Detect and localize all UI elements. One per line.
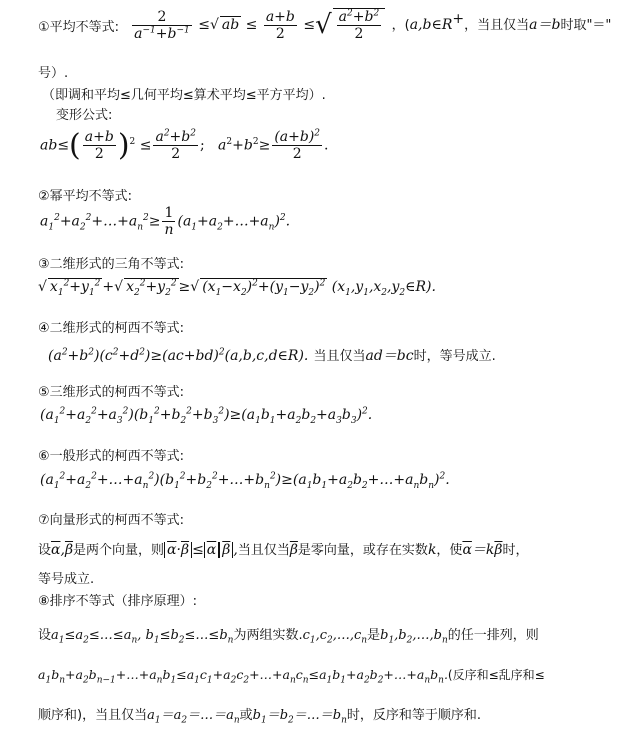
item-7-cont: 等号成立. xyxy=(38,572,95,587)
item-1-note: （即调和平均≤几何平均≤算术平均≤平方平均）. xyxy=(42,88,326,103)
item-4-formula-line: $(a^2+b^2)(c^2+d^2)\ge(ac+bd)^2(a,b,c,d\in R)$. 当且仅当ad＝bc时，等号成立. xyxy=(48,347,496,364)
triangle-inequality-formula: √ $x_1^2+y_1^2$ +√ $x_2^2+y_2^2$ ≥√ $(x_1-x_2)^2+(y_1-y_2)^2$ $(x_1,y_1,x_2,y_2\in R)$. xyxy=(38,278,436,298)
item-1-label: ①平均不等式: xyxy=(38,20,120,35)
item-1-line: ①平均不等式: $\frac{2}{a^{-1}+b^{-1}}$ ≤√ ab ≤ $\frac{a+b}{2}$ ≤√ $\frac{a^2+b^2}{2}$ ，(a,b∈R+，当且仅当a＝b时取"＝" xyxy=(38,8,612,42)
vector-cauchy-formula: $\overline{\alpha}\cdot\overline{\beta} \le \overline{\alpha}$ $\overline{\beta}$ , xyxy=(164,542,238,558)
item-3-label: ③二维形式的三角不等式: xyxy=(38,257,185,272)
mean-inequality-formula: $\frac{2}{a^{-1}+b^{-1}}$ ≤√ ab ≤ $\frac{a+b}{2}$ ≤√ $\frac{a^2+b^2}{2}$ xyxy=(130,17,389,33)
cauchy-2d-formula: $(a^2+b^2)(c^2+d^2)\ge(ac+bd)^2(a,b,c,d\in R)$. xyxy=(48,347,309,364)
cauchy-3d-formula: $(a_1^2+a_2^2+a_3^2)(b_1^2+b_2^2+b_3^2)\ge(a_1b_1+a_2b_2+a_3b_3)^2$. xyxy=(40,406,373,426)
cauchy-general-formula: $(a_1^2+a_2^2+\dots+a_n^2)(b_1^2+b_2^2+\dots+b_n^2)\ge(a_1b_1+a_2b_2+\dots+a_nb_n)^2$. xyxy=(40,471,450,491)
item-4-label: ④二维形式的柯西不等式: xyxy=(38,321,185,336)
item-8-label: ⑧排序不等式（排序原理）: xyxy=(38,594,198,609)
item-5-label: ⑤三维形式的柯西不等式: xyxy=(38,385,185,400)
power-mean-formula: $a_1^2+a_2^2+\dots+a_n^2\ge$ $\frac{1}{n}$ $(a_1+a_2+\dots+a_n)^2$. xyxy=(40,205,291,238)
item-1-cont: 号）. xyxy=(38,66,69,81)
item-1-deform-label: 变形公式: xyxy=(56,108,113,123)
item-7-line: 设$\overline{\alpha},\overline{\beta}$是两个向量，则 $\overline{\alpha}\cdot\overline{\beta} \le \overline{\alpha}$ $\overline{\beta}$ ,当且仅当$\overline{\beta}$是零向量，或存在实数k，使$\overline{\alpha}=k\overline{\beta}$时， xyxy=(38,542,529,558)
deform-formula: ab≤( $\frac{a+b}{2}$ )$^2$ ≤ $\frac{a^2+b^2}{2}$ ; $a^2+b^2\ge$ $\frac{(a+b)^2}{2}$ . xyxy=(40,128,329,163)
item-8-line-1: 设$a_1\le a_2\le\dots\le a_n$, $b_1\le b_2\le\dots\le b_n$为两组实数$.c_1,c_2,\dots,c_n$是$b_1,b_2,\dots,b_n$的任一排列，则 xyxy=(38,628,539,646)
item-7-label: ⑦向量形式的柯西不等式: xyxy=(38,513,185,528)
item-6-label: ⑥一般形式的柯西不等式: xyxy=(38,449,185,464)
item-8-line-2: $a_1b_n+a_2b_{n-1}+\dots+a_nb_1\le a_1c_1+a_2c_2+\dots+a_nc_n\le a_1b_1+a_2b_2+\dots+a_nb_n$.(反序和≤乱序和≤ xyxy=(38,667,545,686)
item-8-line-3: 顺序和)，当且仅当$a_1=a_2=\dots=a_n$或$b_1=b_2=\dots=b_n$时，反序和等于顺序和. xyxy=(38,708,482,726)
rearrangement-formula: $a_1b_n+a_2b_{n-1}+\dots+a_nb_1\le a_1c_1+a_2c_2+\dots+a_nc_n\le a_1b_1+a_2b_2+\dots+a_nb_n$. xyxy=(38,667,448,686)
item-2-label: ②幂平均不等式: xyxy=(38,189,133,204)
